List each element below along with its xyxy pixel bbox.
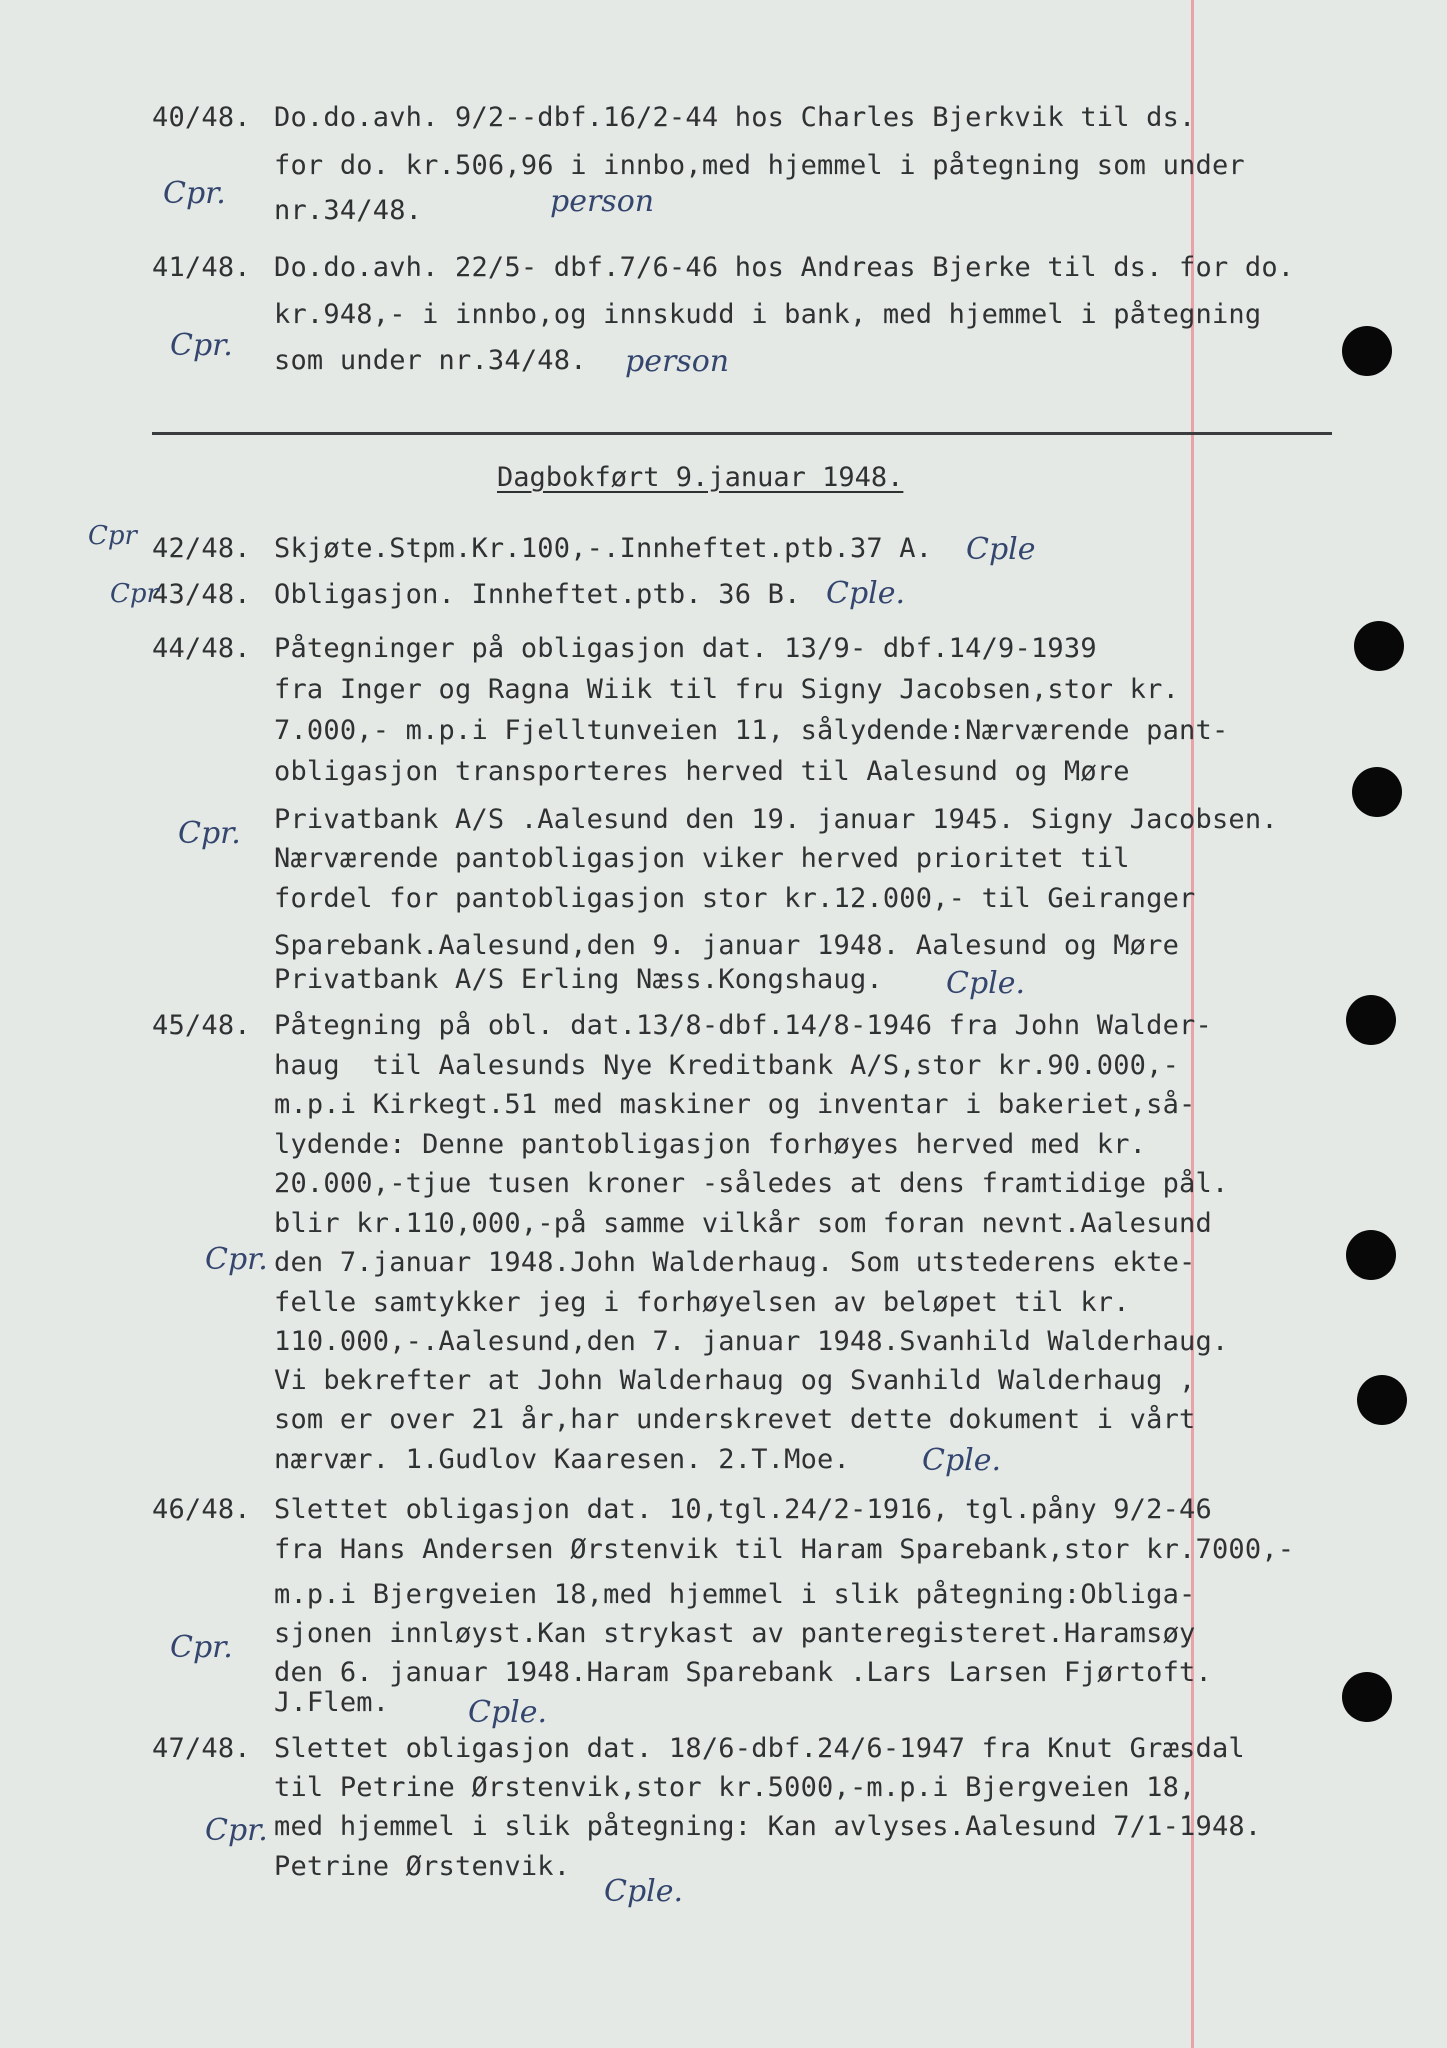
entry-line: J.Flem. xyxy=(274,1687,390,1718)
entry-line: haug til Aalesunds Nye Kreditbank A/S,stor kr.90.000,- xyxy=(274,1050,1180,1081)
handwritten-note: Cpr xyxy=(88,521,137,551)
entry-line: Skjøte.Stpm.Kr.100,-.Innheftet.ptb.37 A. xyxy=(274,533,933,564)
punch-hole xyxy=(1352,767,1402,817)
handwritten-note: Cple. xyxy=(946,966,1026,1001)
section-divider xyxy=(152,432,1332,435)
entry-number: 46/48. xyxy=(152,1494,251,1525)
entry-line: Obligasjon. Innheftet.ptb. 36 B. xyxy=(274,579,801,610)
handwritten-note: person xyxy=(625,344,730,379)
punch-hole xyxy=(1342,1672,1392,1722)
entry-line: Vi bekrefter at John Walderhaug og Svanhild Walderhaug , xyxy=(274,1365,1196,1396)
entry-line: fra Inger og Ragna Wiik til fru Signy Jacobsen,stor kr. xyxy=(274,674,1180,705)
entry-line: obligasjon transporteres herved til Aalesund og Møre xyxy=(274,756,1130,787)
entry-line: Do.do.avh. 9/2--dbf.16/2-44 hos Charles Bjerkvik til ds. xyxy=(274,102,1196,133)
entry-number: 44/48. xyxy=(152,633,251,664)
entry-line: med hjemmel i slik påtegning: Kan avlyses.Aalesund 7/1-1948. xyxy=(274,1811,1262,1842)
entry-line: Nærværende pantobligasjon viker herved prioritet til xyxy=(274,843,1130,874)
entry-line: 7.000,- m.p.i Fjelltunveien 11, sålydende:Nærværende pant- xyxy=(274,715,1229,746)
entry-line: Påtegning på obl. dat.13/8-dbf.14/8-1946 fra John Walder- xyxy=(274,1010,1212,1041)
handwritten-note: Cple. xyxy=(468,1695,548,1730)
entry-line: m.p.i Bjergveien 18,med hjemmel i slik påtegning:Obliga- xyxy=(274,1579,1196,1610)
entry-line: til Petrine Ørstenvik,stor kr.5000,-m.p.i Bjergveien 18, xyxy=(274,1772,1196,1803)
punch-hole xyxy=(1346,995,1396,1045)
entry-line: nærvær. 1.Gudlov Kaaresen. 2.T.Moe. xyxy=(274,1444,850,1475)
entry-line: Sparebank.Aalesund,den 9. januar 1948. Aalesund og Møre xyxy=(274,930,1180,961)
entry-number: 45/48. xyxy=(152,1010,251,1041)
handwritten-note: Cpr. xyxy=(170,1630,233,1665)
punch-hole xyxy=(1354,621,1404,671)
entry-line: nr.34/48. xyxy=(274,195,423,226)
entry-line: 20.000,-tjue tusen kroner -således at dens framtidige pål. xyxy=(274,1168,1229,1199)
entry-line: sjonen innløyst.Kan strykast av panteregisteret.Haramsøy xyxy=(274,1618,1196,1649)
punch-hole xyxy=(1346,1230,1396,1280)
handwritten-note: person xyxy=(550,184,655,219)
entry-line: den 7.januar 1948.John Walderhaug. Som utstederens ekte- xyxy=(274,1247,1196,1278)
handwritten-note: Cple xyxy=(966,532,1036,567)
handwritten-note: Cpr. xyxy=(170,328,233,363)
handwritten-note: Cpr. xyxy=(205,1242,268,1277)
entry-line: lydende: Denne pantobligasjon forhøyes herved med kr. xyxy=(274,1129,1147,1160)
entry-line: 110.000,-.Aalesund,den 7. januar 1948.Svanhild Walderhaug. xyxy=(274,1326,1229,1357)
entry-line: for do. kr.506,96 i innbo,med hjemmel i påtegning som under xyxy=(274,150,1245,181)
entry-line: som er over 21 år,har underskrevet dette dokument i vårt xyxy=(274,1404,1196,1435)
entry-line: Slettet obligasjon dat. 10,tgl.24/2-1916, tgl.påny 9/2-46 xyxy=(274,1494,1212,1525)
entry-line: fordel for pantobligasjon stor kr.12.000,- til Geiranger xyxy=(274,883,1196,914)
entry-line: m.p.i Kirkegt.51 med maskiner og inventar i bakeriet,så- xyxy=(274,1089,1196,1120)
handwritten-note: Cpr. xyxy=(178,816,241,851)
entry-line: Petrine Ørstenvik. xyxy=(274,1851,571,1882)
entry-line: Privatbank A/S .Aalesund den 19. januar 1945. Signy Jacobsen. xyxy=(274,804,1278,835)
entry-line: felle samtykker jeg i forhøyelsen av beløpet til kr. xyxy=(274,1287,1130,1318)
handwritten-note: Cple. xyxy=(922,1443,1002,1478)
entry-line: som under nr.34/48. xyxy=(274,345,587,376)
entry-line: kr.948,- i innbo,og innskudd i bank, med hjemmel i påtegning xyxy=(274,299,1262,330)
handwritten-note: Cple. xyxy=(604,1874,684,1909)
entry-line: Påtegninger på obligasjon dat. 13/9- dbf.14/9-1939 xyxy=(274,633,1097,664)
entry-line: Slettet obligasjon dat. 18/6-dbf.24/6-1947 fra Knut Græsdal xyxy=(274,1733,1245,1764)
entry-number: 43/48. xyxy=(152,579,251,610)
handwritten-note: Cpr. xyxy=(163,176,226,211)
punch-hole xyxy=(1342,326,1392,376)
entry-line: den 6. januar 1948.Haram Sparebank .Lars Larsen Fjørtoft. xyxy=(274,1657,1212,1688)
entry-line: fra Hans Andersen Ørstenvik til Haram Sparebank,stor kr.7000,- xyxy=(274,1534,1295,1565)
entry-number: 40/48. xyxy=(152,102,251,133)
entry-number: 41/48. xyxy=(152,252,251,283)
handwritten-note: Cpr xyxy=(110,579,159,609)
entry-number: 47/48. xyxy=(152,1733,251,1764)
handwritten-note: Cpr. xyxy=(205,1813,268,1848)
entry-number: 42/48. xyxy=(152,533,251,564)
entry-line: Privatbank A/S Erling Næss.Kongshaug. xyxy=(274,964,883,995)
day-heading: Dagbokført 9.januar 1948. xyxy=(497,462,904,493)
entry-line: Do.do.avh. 22/5- dbf.7/6-46 hos Andreas Bjerke til ds. for do. xyxy=(274,252,1295,283)
entry-line: blir kr.110,000,-på samme vilkår som foran nevnt.Aalesund xyxy=(274,1208,1212,1239)
handwritten-note: Cple. xyxy=(826,576,906,611)
punch-hole xyxy=(1357,1375,1407,1425)
